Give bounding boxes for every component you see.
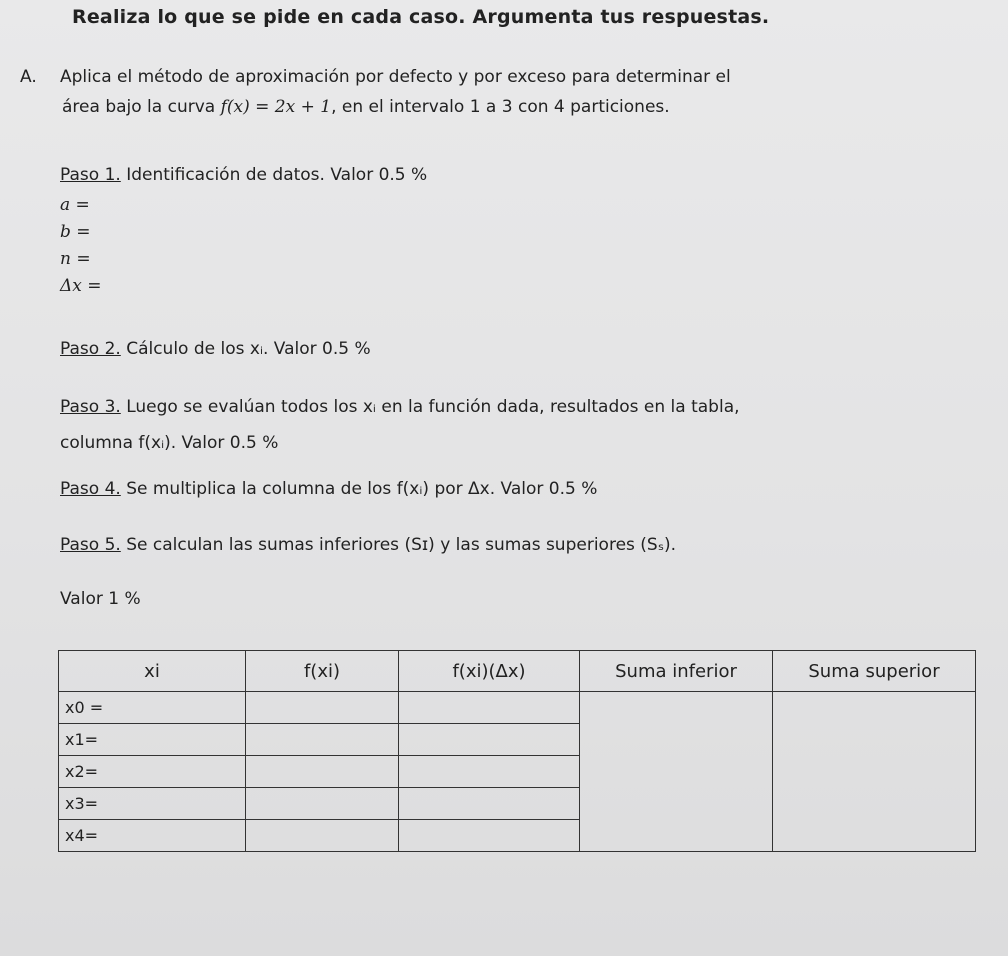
cell-suma-superior[interactable] — [773, 692, 976, 852]
row-label-x0: x0 = — [59, 692, 246, 724]
paso-4 — [60, 474, 980, 504]
cell-fxi[interactable] — [246, 692, 399, 724]
row-label-x4: x4= — [59, 820, 246, 852]
variable-delta-x: Δx = — [60, 276, 102, 296]
results-table — [58, 650, 976, 852]
paso-3-text: Luego se evalúan todos los xᵢ en la función dada, resultados en la tabla, — [120, 397, 740, 417]
paso-3-text2: columna f(xᵢ). Valor 0.5 % — [60, 433, 279, 453]
paso-2 — [60, 334, 980, 364]
paso-3 — [60, 392, 980, 458]
table-row — [59, 692, 976, 724]
section-a-label: A. — [20, 67, 37, 87]
paso-4-text: Se multiplica la columna de los f(xᵢ) por Δx. Valor 0.5 % — [120, 479, 598, 499]
paso-5 — [60, 530, 980, 560]
row-label-x1: x1= — [59, 724, 246, 756]
header-suma-inferior: Suma inferior — [580, 651, 773, 692]
page-title: Realiza lo que se pide en cada caso. Argumenta tus respuestas. — [72, 6, 770, 28]
paso-1-text: Identificación de datos. Valor 0.5 % — [120, 165, 428, 185]
cell-fxi-dx[interactable] — [399, 692, 580, 724]
cell-fxi[interactable] — [246, 756, 399, 788]
header-xi: xi — [59, 651, 246, 692]
cell-fxi[interactable] — [246, 820, 399, 852]
header-fxi-dx: f(xi)(Δx) — [399, 651, 580, 692]
paso-1-label: Paso 1. — [60, 165, 121, 185]
cell-fxi-dx[interactable] — [399, 724, 580, 756]
paso-2-label: Paso 2. — [60, 339, 121, 359]
cell-fxi-dx[interactable] — [399, 788, 580, 820]
variable-a: a = — [60, 195, 90, 215]
variable-b: b = — [60, 222, 91, 242]
paso-2-text: Cálculo de los xᵢ. Valor 0.5 % — [120, 339, 371, 359]
cell-fxi[interactable] — [246, 724, 399, 756]
cell-fxi-dx[interactable] — [399, 756, 580, 788]
cell-fxi[interactable] — [246, 788, 399, 820]
header-fxi: f(xi) — [246, 651, 399, 692]
valor-text: Valor 1 % — [60, 589, 141, 609]
section-a — [20, 62, 980, 122]
header-suma-superior: Suma superior — [773, 651, 976, 692]
row-label-x2: x2= — [59, 756, 246, 788]
variable-n: n = — [60, 249, 91, 269]
section-a-line2-post: , en el intervalo 1 a 3 con 4 particiones. — [331, 97, 670, 117]
paso-4-label: Paso 4. — [60, 479, 121, 499]
table-header-row — [59, 651, 976, 692]
function-formula: f(x) = 2x + 1 — [220, 97, 332, 117]
paso-5-text: Se calculan las sumas inferiores (Sɪ) y las sumas superiores (Sₛ). — [120, 535, 677, 555]
section-a-line2-pre: área bajo la curva — [62, 97, 221, 117]
cell-suma-inferior[interactable] — [580, 692, 773, 852]
paso-1 — [60, 160, 980, 190]
row-label-x3: x3= — [59, 788, 246, 820]
section-a-line1: Aplica el método de aproximación por defecto y por exceso para determinar el — [60, 67, 731, 87]
cell-fxi-dx[interactable] — [399, 820, 580, 852]
paso-3-label: Paso 3. — [60, 397, 121, 417]
paso-5-label: Paso 5. — [60, 535, 121, 555]
variables-list — [60, 192, 102, 300]
